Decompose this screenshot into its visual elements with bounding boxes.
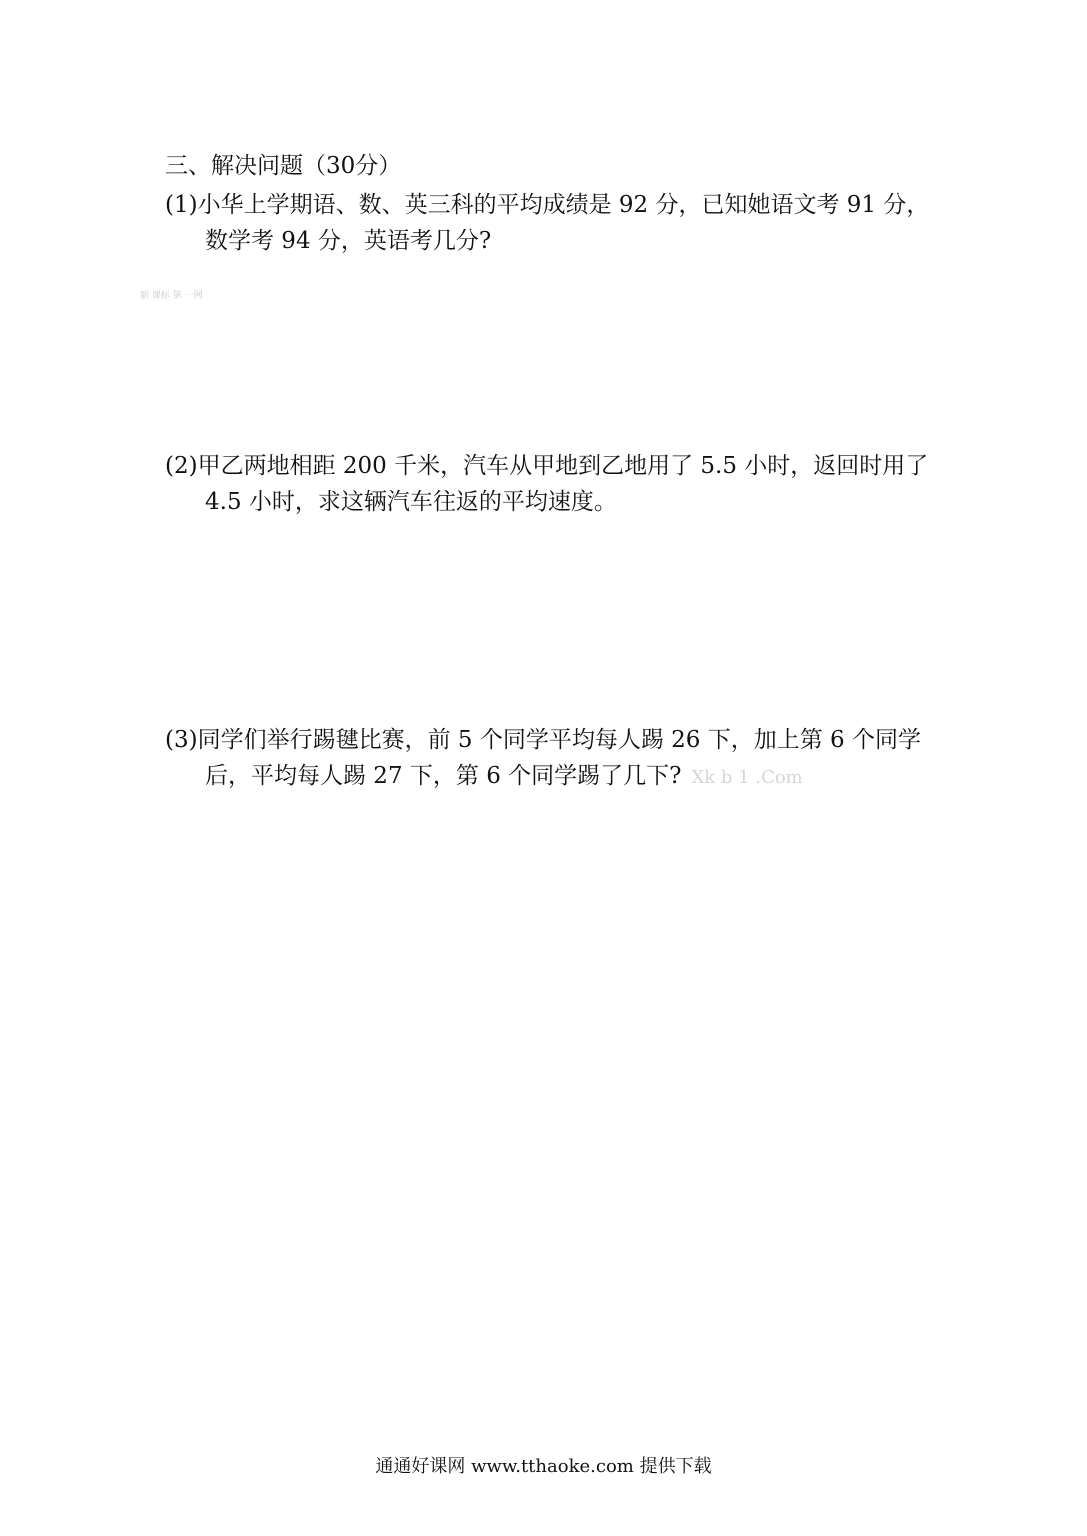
problem-1-line-2: 数学考 94 分，英语考几分?: [205, 228, 492, 254]
watermark-top-left: 新 课标 第 一网: [140, 291, 203, 301]
section-title: 三、解决问题（30分）: [165, 153, 402, 179]
watermark-inline: Xk b 1 .Com: [691, 767, 803, 788]
footer-text: 通通好课网 www.tthaoke.com 提供下载: [375, 1456, 712, 1477]
problem-2: [165, 448, 985, 520]
problem-3-line-2-wrapper: [165, 758, 985, 796]
problem-3-line-1: (3)同学们举行踢毽比赛，前 5 个同学平均每人踢 26 下，加上第 6 个同学: [165, 727, 921, 753]
problem-2-line-1: (2)甲乙两地相距 200 千米，汽车从甲地到乙地用了 5.5 小时，返回时用了: [165, 453, 929, 479]
problem-1-line-1: (1)小华上学期语、数、英三科的平均成绩是 92 分，已知她语文考 91 分，: [165, 192, 930, 218]
problem-1: [165, 187, 985, 259]
problem-3: [165, 722, 985, 796]
problem-2-line-2: 4.5 小时，求这辆汽车往返的平均速度。: [205, 489, 617, 515]
problem-3-line-2: 后，平均每人踢 27 下，第 6 个同学踢了几下?: [205, 763, 682, 789]
